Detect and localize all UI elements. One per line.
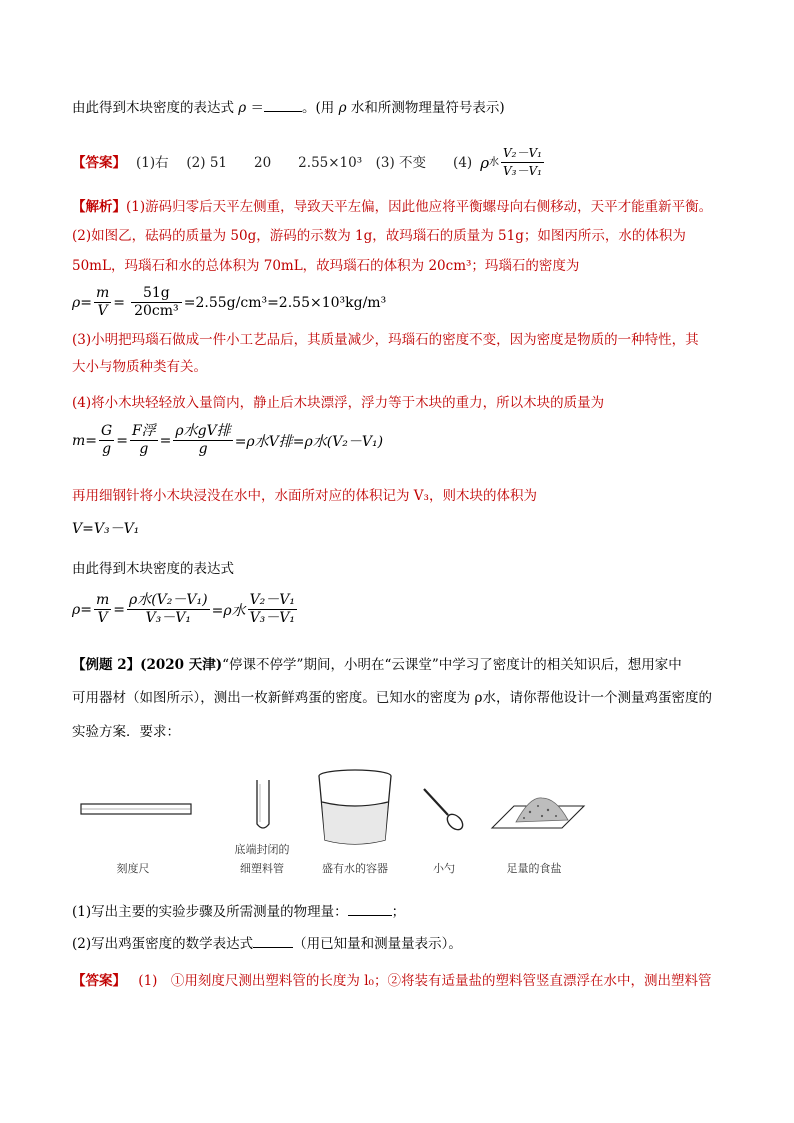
eq2-equals-2: = bbox=[159, 432, 172, 449]
salt-icon bbox=[490, 792, 586, 832]
eq4-f1-den: V bbox=[97, 610, 108, 626]
eq1-rhs: =2.55g/cm³=2.55×10³kg/m³ bbox=[183, 294, 387, 311]
question-2-text: (2)写出鸡蛋密度的数学表达式 bbox=[72, 936, 254, 952]
eq1-frac-1 bbox=[94, 285, 111, 320]
rho-symbol: ρ bbox=[238, 100, 247, 116]
analysis-text-1: (1)游码归零后天平左侧重，导致天平左偏，因此他应将平衡螺母向右侧移动，天平才能重新平衡。 bbox=[126, 199, 713, 215]
eq2-f2-num: F浮 bbox=[131, 423, 156, 439]
eq4-f3-num: V₂－V₁ bbox=[249, 592, 296, 608]
answer-fraction-den: V₃－V₁ bbox=[503, 164, 542, 178]
eq2-f1-num: G bbox=[101, 423, 113, 439]
analysis-line-4: (3)小明把玛瑙石做成一件小工艺品后，其质量减少，玛瑙石的密度不变，因为密度是物质的一种特性，其 bbox=[72, 332, 699, 348]
ruler-label: 刻度尺 bbox=[116, 862, 150, 875]
tube-label-top: 底端封闭的 bbox=[234, 843, 290, 856]
answer-fraction bbox=[501, 145, 544, 180]
question-1-end: ； bbox=[391, 904, 406, 920]
eq4-f1-num: m bbox=[95, 592, 110, 608]
volume-equation: V=V₃－V₁ bbox=[72, 521, 140, 537]
example-2-line-3: 实验方案．要求： bbox=[72, 724, 180, 740]
analysis-line-3: 50mL，玛瑙石和水的总体积为 70mL，故玛瑙石的体积为 20cm³；玛瑙石的密度为 bbox=[72, 258, 580, 274]
analysis-line-1 bbox=[72, 197, 712, 217]
example-2-line-2: 可用器材（如图所示），测出一枚新鲜鸡蛋的密度。已知水的密度为 ρ水，请你帮他设计一个测量鸡蛋密度的 bbox=[72, 690, 712, 706]
salt-label: 足量的食盐 bbox=[506, 862, 562, 875]
eq2-frac-3 bbox=[173, 423, 232, 458]
plastic-tube-icon bbox=[253, 778, 273, 833]
eq1-frac-2 bbox=[131, 285, 182, 320]
eq2-lhs: m= bbox=[72, 432, 98, 449]
spoon-label: 小勺 bbox=[433, 862, 455, 875]
eq1-lhs: ρ= bbox=[72, 294, 92, 311]
eq2-equals-1: = bbox=[116, 432, 128, 449]
question-2 bbox=[72, 934, 462, 954]
eq4-equals: = bbox=[113, 601, 125, 618]
spoon-icon bbox=[420, 785, 468, 833]
prompt-text-3: 水和所测物理量符号表示) bbox=[350, 100, 505, 116]
eq4-frac-2 bbox=[127, 592, 210, 627]
example-tag: 【例题 2】 bbox=[72, 657, 141, 673]
answer-fraction-num: V₂－V₁ bbox=[501, 145, 544, 163]
answer-2-text: (1) ①用刻度尺测出塑料管的长度为 l₀；②将装有适量盐的塑料管竖直漂浮在水中，测出塑料管 bbox=[138, 973, 712, 989]
wood-density-equation bbox=[72, 592, 299, 627]
eq2-f2-den: g bbox=[139, 441, 149, 457]
question-2-end: （用已知量和测量量表示）。 bbox=[293, 936, 462, 952]
example-text-1: “停课不停学”期间，小明在“云课堂”中学习了密度计的相关知识后，想用家中 bbox=[222, 657, 682, 673]
answer-2-tag: 【答案】 bbox=[72, 973, 126, 989]
example-2-line-1 bbox=[72, 655, 682, 675]
prompt-text-2: 。(用 bbox=[302, 100, 335, 116]
eq1-f1-den: V bbox=[97, 303, 108, 319]
eq2-frac-1 bbox=[99, 423, 114, 458]
analysis-line-6: (4)将小木块轻轻放入量筒内，静止后木块漂浮，浮力等于木块的重力，所以木块的质量为 bbox=[72, 395, 605, 411]
analysis-line-2: (2)如图乙，砝码的质量为 50g，游码的示数为 1g，故玛瑙石的质量为 51g；如图丙所示，水的体积为 bbox=[72, 228, 686, 244]
eq4-mid: =ρ水 bbox=[211, 602, 246, 619]
answer-blank bbox=[264, 99, 302, 112]
expression-prompt-line bbox=[72, 98, 505, 118]
eq4-f2-num: ρ水(V₂－V₁) bbox=[128, 592, 208, 608]
question-1 bbox=[72, 902, 405, 922]
question-1-blank bbox=[348, 903, 392, 916]
ruler-icon bbox=[80, 800, 192, 820]
eq2-f3-num: ρ水gV排 bbox=[175, 423, 231, 439]
analysis-line-8: 由此得到木块密度的表达式 bbox=[72, 561, 234, 577]
eq2-f3-den: g bbox=[198, 441, 208, 457]
eq4-frac-1 bbox=[94, 592, 111, 627]
eq1-f2-den: 20cm³ bbox=[134, 303, 179, 319]
eq2-f1-den: g bbox=[102, 441, 112, 457]
density-equation-1 bbox=[72, 285, 386, 320]
equals-sign: ＝ bbox=[250, 100, 265, 116]
question-1-text: (1)写出主要的实验步骤及所需测量的物理量： bbox=[72, 904, 348, 920]
eq2-frac-2 bbox=[130, 423, 158, 458]
example-source: (2020 天津) bbox=[140, 657, 223, 673]
answer-rho-sub: 水 bbox=[489, 156, 500, 168]
eq4-f3-den: V₃－V₁ bbox=[249, 610, 296, 626]
rho-symbol-2: ρ bbox=[338, 100, 347, 116]
eq1-f2-num: 51g bbox=[131, 285, 182, 303]
eq1-f1-num: m bbox=[95, 285, 110, 301]
answer-tag: 【答案】 bbox=[72, 154, 126, 171]
analysis-line-7: 再用细钢针将小木块浸没在水中，水面所对应的体积记为 V₃，则木块的体积为 bbox=[72, 488, 537, 504]
eq4-f2-den: V₃－V₁ bbox=[145, 610, 192, 626]
water-container-icon bbox=[312, 768, 398, 850]
analysis-line-5: 大小与物质种类有关。 bbox=[72, 359, 207, 375]
answer-line-1 bbox=[72, 145, 546, 180]
eq1-equals: = bbox=[113, 294, 125, 311]
answer-rho: ρ bbox=[480, 153, 490, 172]
question-2-blank bbox=[253, 935, 293, 948]
container-label: 盛有水的容器 bbox=[322, 862, 388, 875]
eq4-frac-3 bbox=[248, 592, 297, 627]
eq2-rhs: =ρ水V排=ρ水(V₂－V₁) bbox=[234, 433, 384, 450]
analysis-tag: 【解析】 bbox=[72, 199, 126, 215]
answer-items: (1)右 (2) 51 20 2.55×10³ (3) 不变 (4) bbox=[136, 154, 473, 171]
answer-line-2 bbox=[72, 971, 711, 991]
tube-label: 细塑料管 bbox=[240, 862, 284, 875]
mass-equation bbox=[72, 423, 383, 458]
eq4-lhs: ρ= bbox=[72, 601, 92, 618]
prompt-text: 由此得到木块密度的表达式 bbox=[72, 100, 234, 116]
